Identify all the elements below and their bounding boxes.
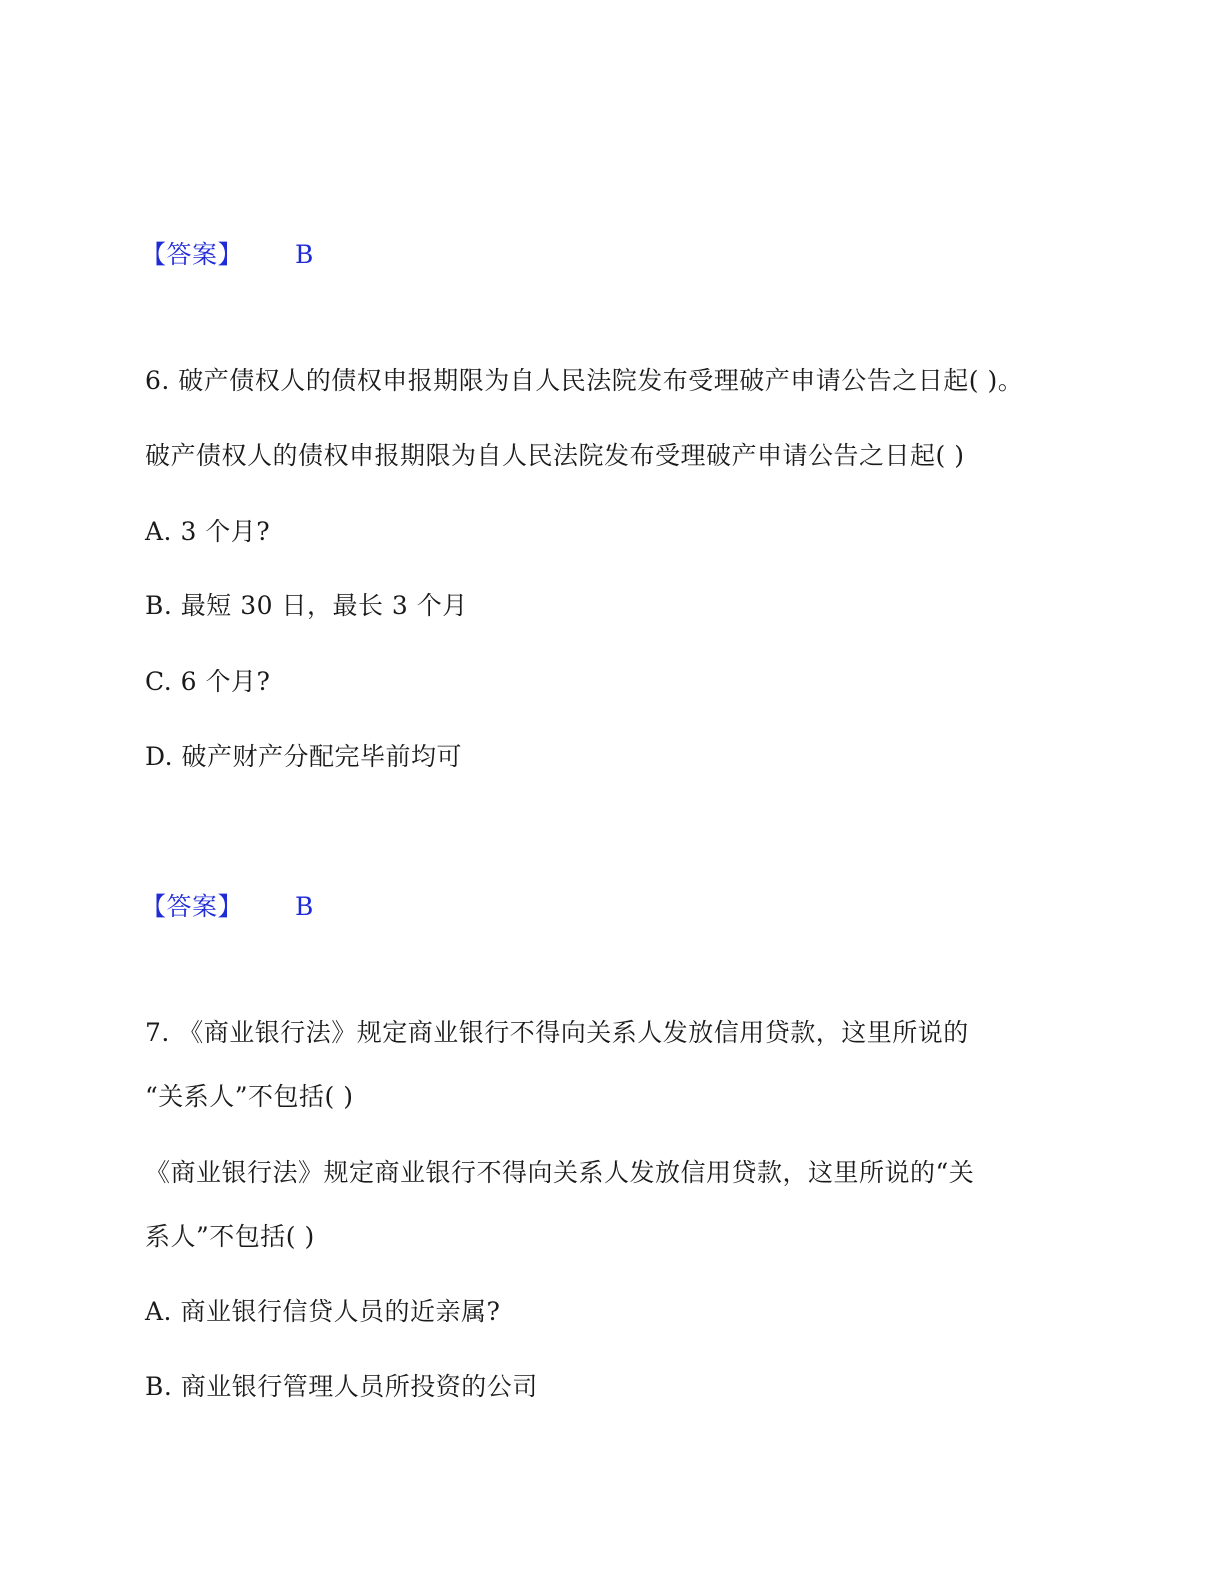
answer-row-q6 bbox=[141, 890, 314, 924]
question-7-stem-repeat-line-2: 系人”不包括( ) bbox=[145, 1222, 315, 1251]
question-6-option-c: C. 6 个月? bbox=[145, 667, 271, 696]
question-7-stem-line-2: “关系人”不包括( ) bbox=[145, 1082, 354, 1111]
question-7-stem-line-1: 7. 《商业银行法》规定商业银行不得向关系人发放信用贷款，这里所说的 bbox=[145, 1018, 969, 1047]
question-7-option-b: B. 商业银行管理人员所投资的公司 bbox=[145, 1372, 538, 1401]
answer-value: B bbox=[295, 240, 314, 269]
question-6-option-b: B. 最短 30 日，最长 3 个月 bbox=[145, 591, 468, 620]
question-7-stem-repeat-line-1: 《商业银行法》规定商业银行不得向关系人发放信用贷款，这里所说的“关 bbox=[145, 1158, 975, 1187]
answer-label: 【答案】 bbox=[141, 892, 244, 921]
question-6-stem-repeat: 破产债权人的债权申报期限为自人民法院发布受理破产申请公告之日起( ) bbox=[145, 441, 965, 470]
question-6-stem: 6. 破产债权人的债权申报期限为自人民法院发布受理破产申请公告之日起( )。 bbox=[145, 366, 1024, 395]
answer-value: B bbox=[295, 892, 314, 921]
question-6-option-d: D. 破产财产分配完毕前均可 bbox=[145, 742, 463, 771]
answer-label: 【答案】 bbox=[141, 240, 244, 269]
question-6-option-a: A. 3 个月? bbox=[145, 517, 271, 546]
question-7-option-a: A. 商业银行信贷人员的近亲属? bbox=[145, 1297, 501, 1326]
answer-row-q5 bbox=[141, 238, 314, 272]
